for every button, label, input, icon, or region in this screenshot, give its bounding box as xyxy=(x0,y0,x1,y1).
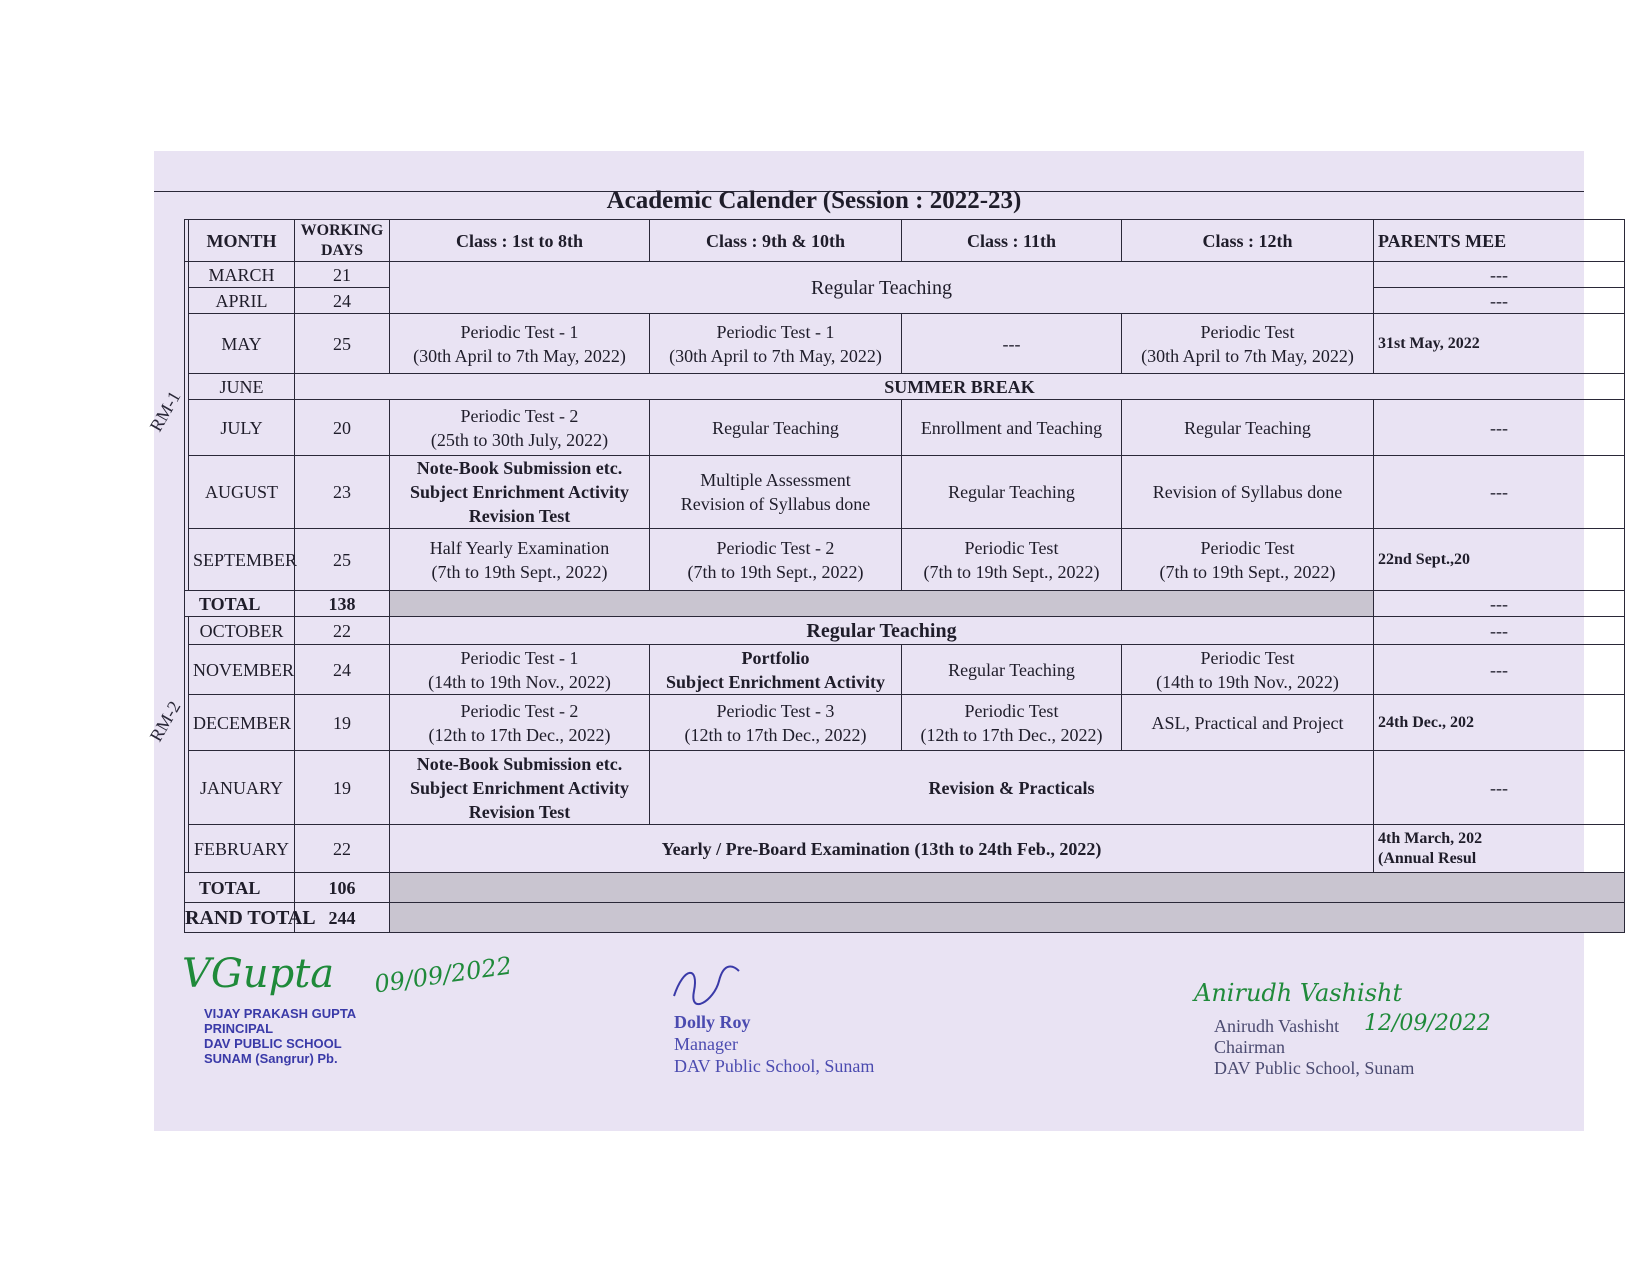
cell-class-9-10 xyxy=(650,456,902,529)
month-cell: MARCH xyxy=(189,262,295,288)
pm-cell xyxy=(1374,825,1625,873)
cell-line: Portfolio xyxy=(741,647,810,668)
header-class-11: Class : 11th xyxy=(902,220,1122,262)
pm-cell: --- xyxy=(1374,288,1625,314)
total-label: TOTAL xyxy=(185,591,295,617)
header-class-9-10: Class : 9th & 10th xyxy=(650,220,902,262)
cell-line: (25th to 30th July, 2022) xyxy=(430,429,609,450)
summer-break-cell: SUMMER BREAK xyxy=(295,374,1625,400)
cell-class-9-10 xyxy=(650,695,902,751)
header-class-1-8: Class : 1st to 8th xyxy=(390,220,650,262)
cell-line: (7th to 19th Sept., 2022) xyxy=(687,561,864,582)
table-row xyxy=(185,695,1625,751)
month-cell: OCTOBER xyxy=(189,617,295,645)
chairman-name: Anirudh Vashisht xyxy=(1214,1016,1340,1036)
cell-class-11 xyxy=(902,695,1122,751)
pm-cell: --- xyxy=(1374,591,1625,617)
pm-cell: --- xyxy=(1374,751,1625,825)
manager-org: DAV Public School, Sunam xyxy=(674,1056,875,1076)
principal-signature-date: 09/09/2022 xyxy=(372,951,514,999)
term-1-label: RM-1 xyxy=(145,387,185,435)
cell-line: (14th to 19th Nov., 2022) xyxy=(428,671,611,692)
cell-class-12 xyxy=(1122,529,1374,591)
cell-class-11: Enrollment and Teaching xyxy=(902,400,1122,456)
cell-line: Note-Book Submission etc. xyxy=(416,458,623,478)
pm-cell: --- xyxy=(1374,400,1625,456)
page-title: Academic Calender (Session : 2022-23) xyxy=(606,187,1022,214)
days-cell: 19 xyxy=(295,695,390,751)
table-row xyxy=(185,400,1625,456)
days-cell: 24 xyxy=(295,645,390,695)
chairman-org: DAV Public School, Sunam xyxy=(1214,1058,1415,1078)
cell-line: Revision Test xyxy=(468,801,571,822)
cell-class-1-8 xyxy=(390,314,650,374)
span-cell: Regular Teaching xyxy=(390,617,1374,645)
cell-class-11 xyxy=(902,529,1122,591)
table-row xyxy=(185,314,1625,374)
cell-class-1-8 xyxy=(390,645,650,695)
pm-cell: --- xyxy=(1374,617,1625,645)
cell-line: Note-Book Submission etc. xyxy=(416,753,623,774)
cell-line: Periodic Test - 2 xyxy=(716,537,835,558)
cell-class-1-8 xyxy=(390,751,650,825)
header-row xyxy=(185,220,1625,262)
header-parents-meet: PARENTS MEE xyxy=(1374,220,1625,262)
table-row xyxy=(185,825,1625,873)
table-row xyxy=(185,374,1625,400)
cell-line: (12th to 17th Dec., 2022) xyxy=(684,724,867,745)
days-cell: 25 xyxy=(295,314,390,374)
grand-total-label: RAND TOTAL xyxy=(185,903,295,933)
pm-cell: 24th Dec., 202 xyxy=(1374,695,1625,751)
month-cell: JULY xyxy=(189,400,295,456)
cell-line: (30th April to 7th May, 2022) xyxy=(413,345,626,366)
table-row xyxy=(185,617,1625,645)
cell-line: Periodic Test - 2 xyxy=(460,405,579,426)
cell-class-12: Revision of Syllabus done xyxy=(1122,456,1374,529)
cell-class-9-10 xyxy=(650,314,902,374)
month-cell: MAY xyxy=(189,314,295,374)
month-cell: DECEMBER xyxy=(189,695,295,751)
pm-cell: 31st May, 2022 xyxy=(1374,314,1625,374)
cell-line: (Annual Resul xyxy=(1378,849,1477,867)
cell-line: Periodic Test - 3 xyxy=(716,700,835,721)
cell-class-12: ASL, Practical and Project xyxy=(1122,695,1374,751)
days-cell: 24 xyxy=(295,288,390,314)
grand-total-row xyxy=(185,903,1625,933)
header-working-days: WORKING DAYS xyxy=(295,220,390,262)
cell-line: Subject Enrichment Activity xyxy=(410,482,629,502)
grey-fill xyxy=(390,873,1625,903)
cell-line: Periodic Test xyxy=(964,537,1059,558)
cell-line: Periodic Test - 1 xyxy=(460,321,579,342)
principal-org: DAV PUBLIC SCHOOL xyxy=(204,1036,342,1051)
days-cell: 25 xyxy=(295,529,390,591)
cell-class-9-10 xyxy=(650,645,902,695)
days-cell: 23 xyxy=(295,456,390,529)
cell-line: Revision of Syllabus done xyxy=(680,494,871,514)
cell-line: Half Yearly Examination xyxy=(429,537,610,558)
pm-cell: 22nd Sept.,20 xyxy=(1374,529,1625,591)
cell-line: Periodic Test - 2 xyxy=(460,700,579,721)
cell-class-9-10: Regular Teaching xyxy=(650,400,902,456)
cell-class-12 xyxy=(1122,314,1374,374)
cell-line: Subject Enrichment Activity xyxy=(666,671,885,692)
manager-signature xyxy=(664,961,744,1011)
cell-line: (7th to 19th Sept., 2022) xyxy=(923,561,1100,582)
cell-line: Periodic Test - 1 xyxy=(716,321,835,342)
cell-class-1-8 xyxy=(390,529,650,591)
table-row xyxy=(185,262,1625,288)
grand-total-days: 244 xyxy=(295,903,390,933)
cell-line: Revision Test xyxy=(468,506,571,526)
month-cell: APRIL xyxy=(189,288,295,314)
month-cell: SEPTEMBER xyxy=(189,529,295,591)
cell-class-1-8 xyxy=(390,695,650,751)
chairman-block xyxy=(1214,1016,1414,1079)
cell-line: (12th to 17th Dec., 2022) xyxy=(920,724,1103,745)
month-cell: JUNE xyxy=(189,374,295,400)
days-cell: 19 xyxy=(295,751,390,825)
manager-name: Dolly Roy xyxy=(674,1012,751,1032)
days-cell: 21 xyxy=(295,262,390,288)
total-row xyxy=(185,591,1625,617)
span-cell: Revision & Practicals xyxy=(650,751,1374,825)
grey-fill xyxy=(390,903,1625,933)
cell-line: (30th April to 7th May, 2022) xyxy=(1141,345,1354,366)
table-row xyxy=(185,456,1625,529)
principal-name: VIJAY PRAKASH GUPTA xyxy=(204,1006,357,1021)
total-row xyxy=(185,873,1625,903)
cell-line: (30th April to 7th May, 2022) xyxy=(669,345,882,366)
cell-line: 4th March, 202 xyxy=(1378,829,1483,847)
total-label: TOTAL xyxy=(185,873,295,903)
cell-line: Subject Enrichment Activity xyxy=(410,777,629,798)
total-days: 138 xyxy=(295,591,390,617)
cell-line: (7th to 19th Sept., 2022) xyxy=(431,561,608,582)
manager-block xyxy=(674,1011,874,1077)
principal-signature: VGupta xyxy=(182,951,335,997)
days-cell: 22 xyxy=(295,617,390,645)
cell-line: Periodic Test xyxy=(964,700,1059,721)
table-row xyxy=(185,645,1625,695)
cell-class-1-8 xyxy=(390,456,650,529)
cell-line: Periodic Test - 1 xyxy=(460,647,579,668)
principal-role: PRINCIPAL xyxy=(204,1021,274,1036)
principal-stamp xyxy=(204,1006,356,1066)
cell-line: Multiple Assessment xyxy=(700,470,851,490)
pm-cell: --- xyxy=(1374,262,1625,288)
total-days: 106 xyxy=(295,873,390,903)
cell-class-9-10 xyxy=(650,529,902,591)
month-cell: FEBRUARY xyxy=(189,825,295,873)
grey-fill xyxy=(390,591,1374,617)
cell-class-12 xyxy=(1122,645,1374,695)
chairman-role: Chairman xyxy=(1214,1037,1285,1057)
pm-cell: --- xyxy=(1374,456,1625,529)
principal-place: SUNAM (Sangrur) Pb. xyxy=(204,1051,338,1066)
cell-class-12: Regular Teaching xyxy=(1122,400,1374,456)
month-cell: NOVEMBER xyxy=(189,645,295,695)
cell-class-11: Regular Teaching xyxy=(902,456,1122,529)
month-cell: JANUARY xyxy=(189,751,295,825)
term-2-label: RM-2 xyxy=(145,697,185,745)
table-row xyxy=(185,529,1625,591)
cell-line: Periodic Test xyxy=(1200,537,1295,558)
month-cell: AUGUST xyxy=(189,456,295,529)
scanned-sheet xyxy=(145,151,1584,1131)
cell-line: (7th to 19th Sept., 2022) xyxy=(1159,561,1336,582)
cell-class-11: Regular Teaching xyxy=(902,645,1122,695)
cell-class-11: --- xyxy=(902,314,1122,374)
cell-line: (14th to 19th Nov., 2022) xyxy=(1156,671,1339,692)
span-cell: Regular Teaching xyxy=(390,262,1374,314)
span-cell: Yearly / Pre-Board Examination (13th to 24th Feb., 2022) xyxy=(390,825,1374,873)
pm-cell: --- xyxy=(1374,645,1625,695)
header-class-12: Class : 12th xyxy=(1122,220,1374,262)
header-month: MONTH xyxy=(189,220,295,262)
cell-line: (12th to 17th Dec., 2022) xyxy=(428,724,611,745)
cell-line: Periodic Test xyxy=(1200,321,1295,342)
days-cell: 20 xyxy=(295,400,390,456)
table-row xyxy=(185,751,1625,825)
days-cell: 22 xyxy=(295,825,390,873)
chairman-signature: Anirudh Vashisht xyxy=(1194,979,1403,1007)
manager-role: Manager xyxy=(674,1034,738,1054)
cell-class-1-8 xyxy=(390,400,650,456)
cell-line: Periodic Test xyxy=(1200,647,1295,668)
chairman-signature-date: 12/09/2022 xyxy=(1364,1011,1491,1036)
calendar-table xyxy=(184,219,1625,933)
